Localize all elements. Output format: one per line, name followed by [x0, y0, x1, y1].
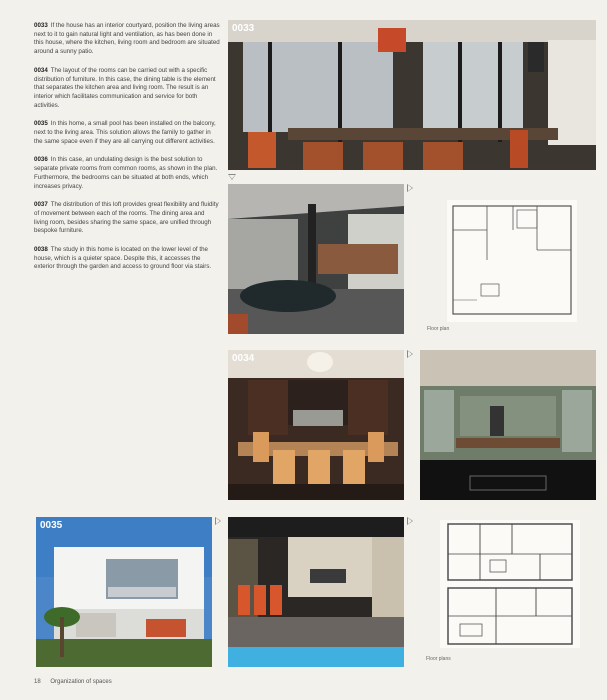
floor-plan-2-drawing — [440, 520, 580, 648]
entry-0034: 0034 The layout of the rooms can be carried out with a specific distribution of furniture. In this case, the dining table is the element that separates the kitchen area and living room. The result is an interior which facilitates communication and service for both activities. — [34, 66, 216, 109]
photo-0034-dining-kitchen — [228, 350, 404, 500]
entry-0037: 0037 The distribution of this loft provides great flexibility and fluidity of movement between each of the rooms. The dining area and living room, besides sharing the same space, are unified through bespoke furniture. — [34, 201, 219, 235]
floor-plan-1 — [427, 200, 577, 332]
floor-plan-2-caption: Floor plans — [426, 656, 451, 662]
pointer-down-icon — [228, 174, 236, 180]
photo-pool-illustration — [228, 517, 404, 667]
photo-0035-label: 0035 — [40, 520, 63, 531]
photo-0035-illustration — [36, 517, 212, 667]
pointer-right-icon — [407, 517, 413, 525]
floor-plan-1-drawing — [447, 200, 577, 322]
floor-plan-1-caption: Floor plan — [427, 326, 450, 332]
entry-0035: 0035 In this home, a small pool has been installed on the balcony, next to the living area. This solution allows the family to gather in the same space even if they are all carrying out different activities. — [34, 120, 216, 145]
page-footer — [34, 679, 120, 685]
pointer-right-icon — [407, 184, 413, 192]
page-number: 18 — [34, 679, 41, 685]
photo-0034-illustration — [228, 350, 404, 500]
photo-loft-illustration — [228, 184, 404, 334]
photo-glass-illustration — [420, 350, 596, 500]
entry-0033: 0033 If the house has an interior courtyard, position the living areas next to it to gain natural light and ventilation, as has been done in this house, where the kitchen, living room and bedroom are situated around a sunny patio. — [34, 22, 220, 56]
floor-plan-2 — [426, 520, 580, 662]
text-column — [34, 22, 220, 282]
section-title: Organization of spaces — [50, 679, 112, 685]
photo-glass-living-room — [420, 350, 596, 500]
photo-pool-living-area — [228, 517, 404, 667]
entry-0038: 0038 The study in this home is located on the lower level of the house, which is a quieter space. Despite this, it accesses the exterior through the garden and access to ground floor via stairs. — [34, 246, 212, 271]
photo-0035-exterior — [36, 517, 212, 667]
pointer-right-icon — [215, 517, 221, 525]
photo-loft-living-room — [228, 184, 404, 334]
entry-0036: 0036 In this case, an undulating design is the best solution to separate private rooms from common rooms, as shown in the plan. Furthermore, the bedrooms can be situated at both ends, which increases privacy. — [34, 156, 218, 190]
photo-0033-label: 0033 — [232, 23, 255, 34]
photo-0033-illustration — [228, 20, 596, 170]
photo-0034-label: 0034 — [232, 353, 255, 364]
photo-0033-dining-courtyard — [228, 20, 596, 170]
pointer-right-icon — [407, 350, 413, 358]
